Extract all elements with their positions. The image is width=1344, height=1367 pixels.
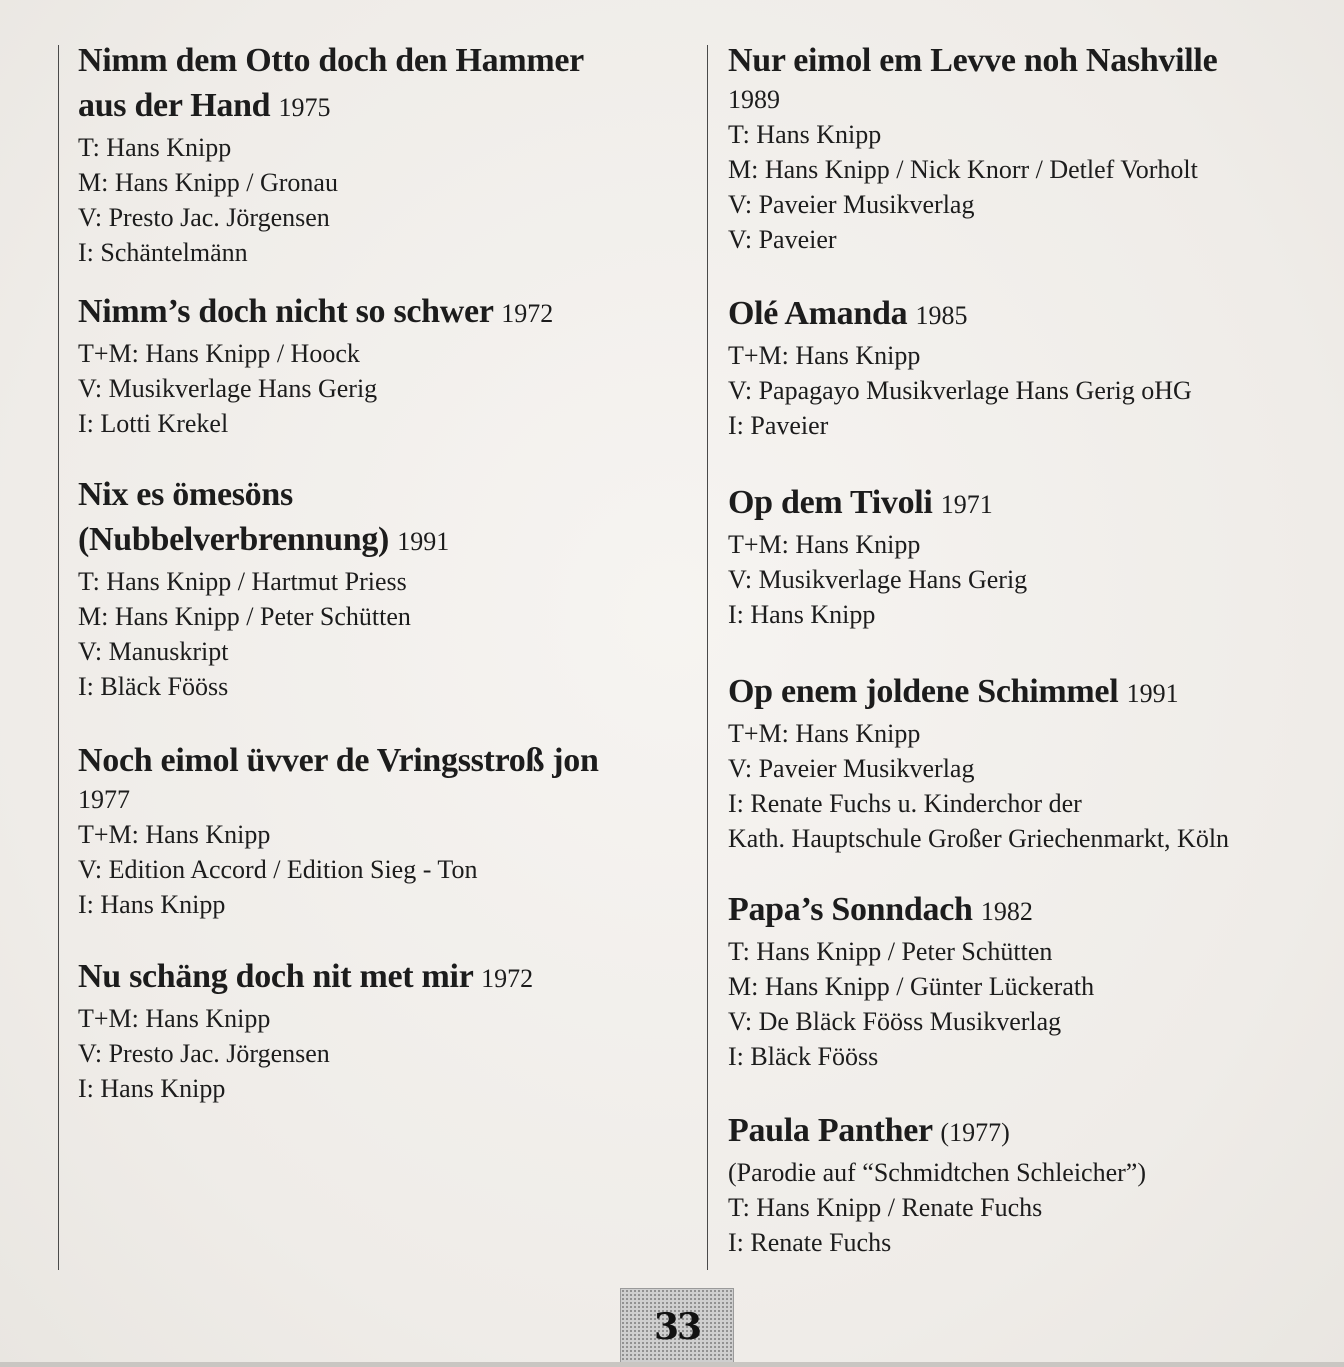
- song-title: (Nubbelverbrennung) 1991: [78, 521, 450, 558]
- credit-line: V: Papagayo Musikverlage Hans Gerig oHG: [728, 376, 1192, 405]
- song-year: 1972: [501, 299, 554, 328]
- song-title: Nix es ömesöns: [78, 476, 293, 513]
- credit-line: Kath. Hauptschule Großer Griechenmarkt, Köln: [728, 824, 1230, 853]
- credit-line: T: Hans Knipp / Hartmut Priess: [78, 567, 407, 596]
- credit-line: I: Hans Knipp: [78, 890, 226, 919]
- credit-line: (Parodie auf “Schmidtchen Schleicher”): [728, 1158, 1146, 1187]
- song-title: Olé Amanda 1985: [728, 295, 968, 332]
- credit-line: M: Hans Knipp / Gronau: [78, 168, 338, 197]
- credit-line: V: Musikverlage Hans Gerig: [728, 565, 1028, 594]
- song-year: (1977): [940, 1118, 1010, 1147]
- song-entry: [728, 669, 1338, 856]
- song-entry: [728, 887, 1338, 1074]
- credit-line: V: Manuskript: [78, 637, 229, 666]
- right-column-rule: [707, 45, 708, 1270]
- song-year: 1975: [278, 93, 331, 122]
- credit-line: M: Hans Knipp / Peter Schütten: [78, 602, 411, 631]
- credit-line: M: Hans Knipp / Nick Knorr / Detlef Vorholt: [728, 155, 1198, 184]
- credit-line: T: Hans Knipp / Renate Fuchs: [728, 1193, 1043, 1222]
- left-column: [78, 38, 698, 1106]
- song-entry: [78, 472, 698, 704]
- credit-line: I: Hans Knipp: [728, 600, 876, 629]
- song-title: Nur eimol em Levve noh Nashville: [728, 42, 1218, 79]
- song-entry: [728, 38, 1338, 257]
- song-entry: [728, 480, 1338, 632]
- song-title: Nimm’s doch nicht so schwer 1972: [78, 293, 554, 330]
- song-year: 1991: [1126, 679, 1179, 708]
- song-entry: [728, 291, 1338, 443]
- credit-line: T+M: Hans Knipp: [78, 820, 271, 849]
- song-entry: [728, 1108, 1338, 1260]
- song-title: Nimm dem Otto doch den Hammer: [78, 42, 584, 79]
- credit-line: T+M: Hans Knipp: [728, 341, 921, 370]
- credit-line: V: Musikverlage Hans Gerig: [78, 374, 378, 403]
- credit-line: I: Renate Fuchs: [728, 1228, 892, 1257]
- page-number: 33: [620, 1288, 734, 1366]
- song-year: 1991: [397, 527, 450, 556]
- song-year: 1977: [78, 785, 130, 814]
- credit-line: T+M: Hans Knipp: [728, 719, 921, 748]
- page-bottom-edge: [0, 1362, 1344, 1367]
- song-entry: [78, 954, 698, 1106]
- credit-line: V: Paveier: [728, 225, 837, 254]
- credit-line: M: Hans Knipp / Günter Lückerath: [728, 972, 1095, 1001]
- credit-line: T+M: Hans Knipp: [728, 530, 921, 559]
- credit-line: V: Edition Accord / Edition Sieg - Ton: [78, 855, 478, 884]
- song-title: Papa’s Sonndach 1982: [728, 891, 1033, 928]
- song-year: 1989: [728, 85, 780, 114]
- song-title: Nu schäng doch nit met mir 1972: [78, 958, 534, 995]
- song-year: 1972: [481, 964, 534, 993]
- credit-line: I: Hans Knipp: [78, 1074, 226, 1103]
- credit-line: V: Presto Jac. Jörgensen: [78, 203, 330, 232]
- credit-line: V: Paveier Musikverlag: [728, 754, 975, 783]
- credit-line: T+M: Hans Knipp / Hoock: [78, 339, 360, 368]
- credit-line: I: Bläck Fööss: [728, 1042, 879, 1071]
- song-title: Noch eimol üvver de Vringsstroß jon: [78, 742, 599, 779]
- credit-line: I: Paveier: [728, 411, 829, 440]
- credit-line: V: Presto Jac. Jörgensen: [78, 1039, 330, 1068]
- song-year: 1971: [940, 490, 993, 519]
- song-title: aus der Hand 1975: [78, 87, 331, 124]
- song-entry: [78, 38, 698, 270]
- credit-line: I: Lotti Krekel: [78, 409, 229, 438]
- song-title: Op enem joldene Schimmel 1991: [728, 673, 1179, 710]
- credit-line: T+M: Hans Knipp: [78, 1004, 271, 1033]
- song-entry: [78, 738, 698, 922]
- credit-line: T: Hans Knipp / Peter Schütten: [728, 937, 1053, 966]
- song-year: 1985: [915, 301, 968, 330]
- credit-line: V: Paveier Musikverlag: [728, 190, 975, 219]
- song-entry: [78, 289, 698, 441]
- right-column: [728, 38, 1338, 1260]
- credit-line: T: Hans Knipp: [78, 133, 232, 162]
- song-title: Paula Panther (1977): [728, 1112, 1010, 1149]
- credit-line: I: Renate Fuchs u. Kinderchor der: [728, 789, 1082, 818]
- credit-line: V: De Bläck Fööss Musikverlag: [728, 1007, 1062, 1036]
- song-year: 1982: [980, 897, 1033, 926]
- credit-line: I: Schäntelmänn: [78, 238, 248, 267]
- credit-line: T: Hans Knipp: [728, 120, 882, 149]
- song-title: Op dem Tivoli 1971: [728, 484, 993, 521]
- credit-line: I: Bläck Fööss: [78, 672, 229, 701]
- left-column-rule: [58, 45, 59, 1270]
